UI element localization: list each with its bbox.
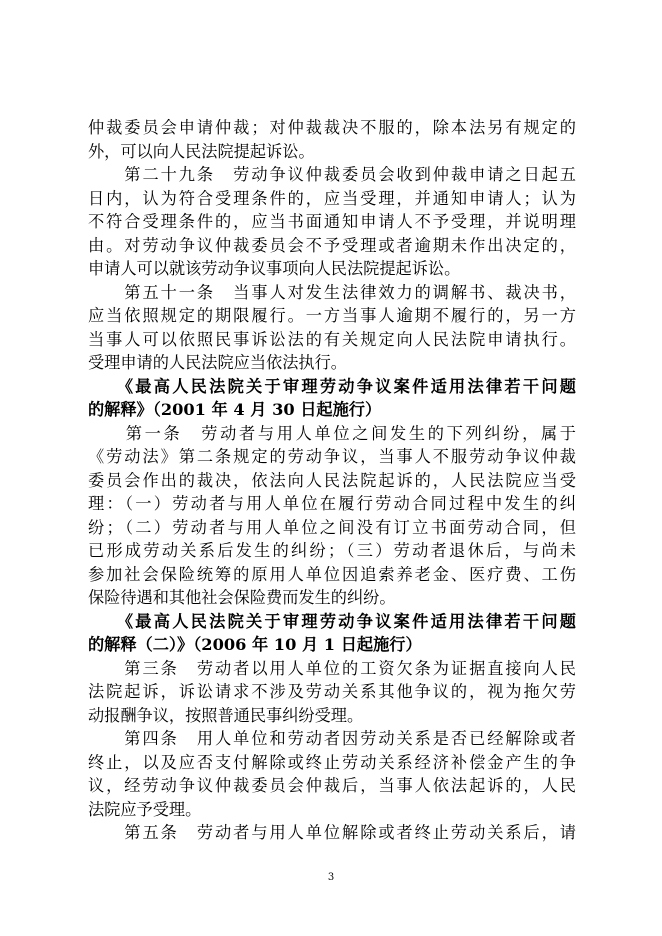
text-line: 不符合受理条件的，应当书面通知申请人不予受理，并说明理: [88, 212, 576, 231]
text-line: 终止，以及应否支付解除或终止劳动关系经济补偿金产生的争: [88, 752, 576, 772]
text-line: 纷；（二）劳动者与用人单位之间没有订立书面劳动合同，但: [88, 517, 576, 537]
text-line: 仲裁委员会申请仲裁；对仲裁裁决不服的，除本法另有规定的: [88, 118, 576, 137]
text-line: 第五条 劳动者与用人单位解除或者终止劳动关系后，请: [88, 823, 576, 842]
text-line: 由。对劳动争议仲裁委员会不予受理或者逾期未作出决定的，: [88, 235, 576, 255]
text-line: 第四条 用人单位和劳动者因劳动关系是否已经解除或者: [88, 729, 576, 748]
text-line: 第一条 劳动者与用人单位之间发生的下列纠纷，属于: [88, 423, 576, 443]
text-line: 应当依照规定的期限履行。一方当事人逾期不履行的，另一方: [88, 306, 576, 325]
text-line: 委员会作出的裁决，依法向人民法院起诉的，人民法院应当受: [88, 470, 576, 490]
text-line: 保险待遇和其他社会保险费而发生的纠纷。: [88, 588, 396, 607]
text-line: 参加社会保险统筹的原用人单位因追索养老金、医疗费、工伤: [88, 564, 576, 584]
text-line: 申请人可以就该劳动争议事项向人民法院提起诉讼。: [88, 259, 461, 278]
text-line: 理：（一）劳动者与用人单位在履行劳动合同过程中发生的纠: [88, 494, 576, 513]
text-line: 第三条 劳动者以用人单位的工资欠条为证据直接向人民: [88, 658, 576, 678]
text-line: 当事人可以依照民事诉讼法的有关规定向人民法院申请执行。: [88, 329, 576, 349]
document-body: [88, 116, 576, 845]
page-number: 3: [327, 872, 335, 883]
text-line: 第五十一条 当事人对发生法律效力的调解书、裁决书，: [88, 282, 576, 302]
text-line: 受理申请的人民法院应当依法执行。: [88, 353, 347, 372]
text-line: 已形成劳动关系后发生的纠纷；（三）劳动者退休后，与尚未: [88, 541, 576, 560]
text-line: 《劳动法》第二条规定的劳动争议，当事人不服劳动争议仲裁: [88, 447, 576, 466]
heading-line: 的解释（二）》（2006 年 10 月 1 日起施行）: [88, 635, 422, 654]
text-line: 法院应予受理。: [88, 799, 202, 819]
text-line: 日内，认为符合受理条件的，应当受理，并通知申请人；认为: [88, 188, 576, 208]
text-line: 第二十九条 劳动争议仲裁委员会收到仲裁申请之日起五: [88, 165, 576, 184]
text-line: 法院起诉，诉讼请求不涉及劳动关系其他争议的，视为拖欠劳: [88, 682, 576, 701]
heading-line: 《最高人民法院关于审理劳动争议案件适用法律若干问题: [88, 376, 576, 396]
heading-line: 《最高人民法院关于审理劳动争议案件适用法律若干问题: [88, 611, 576, 631]
heading-line: 的解释》（2001 年 4 月 30 日起施行）: [88, 400, 382, 419]
text-line: 外，可以向人民法院提起诉讼。: [88, 141, 315, 161]
text-line: 议，经劳动争议仲裁委员会仲裁后，当事人依法起诉的，人民: [88, 776, 576, 795]
text-line: 动报酬争议，按照普通民事纠纷受理。: [88, 705, 364, 725]
